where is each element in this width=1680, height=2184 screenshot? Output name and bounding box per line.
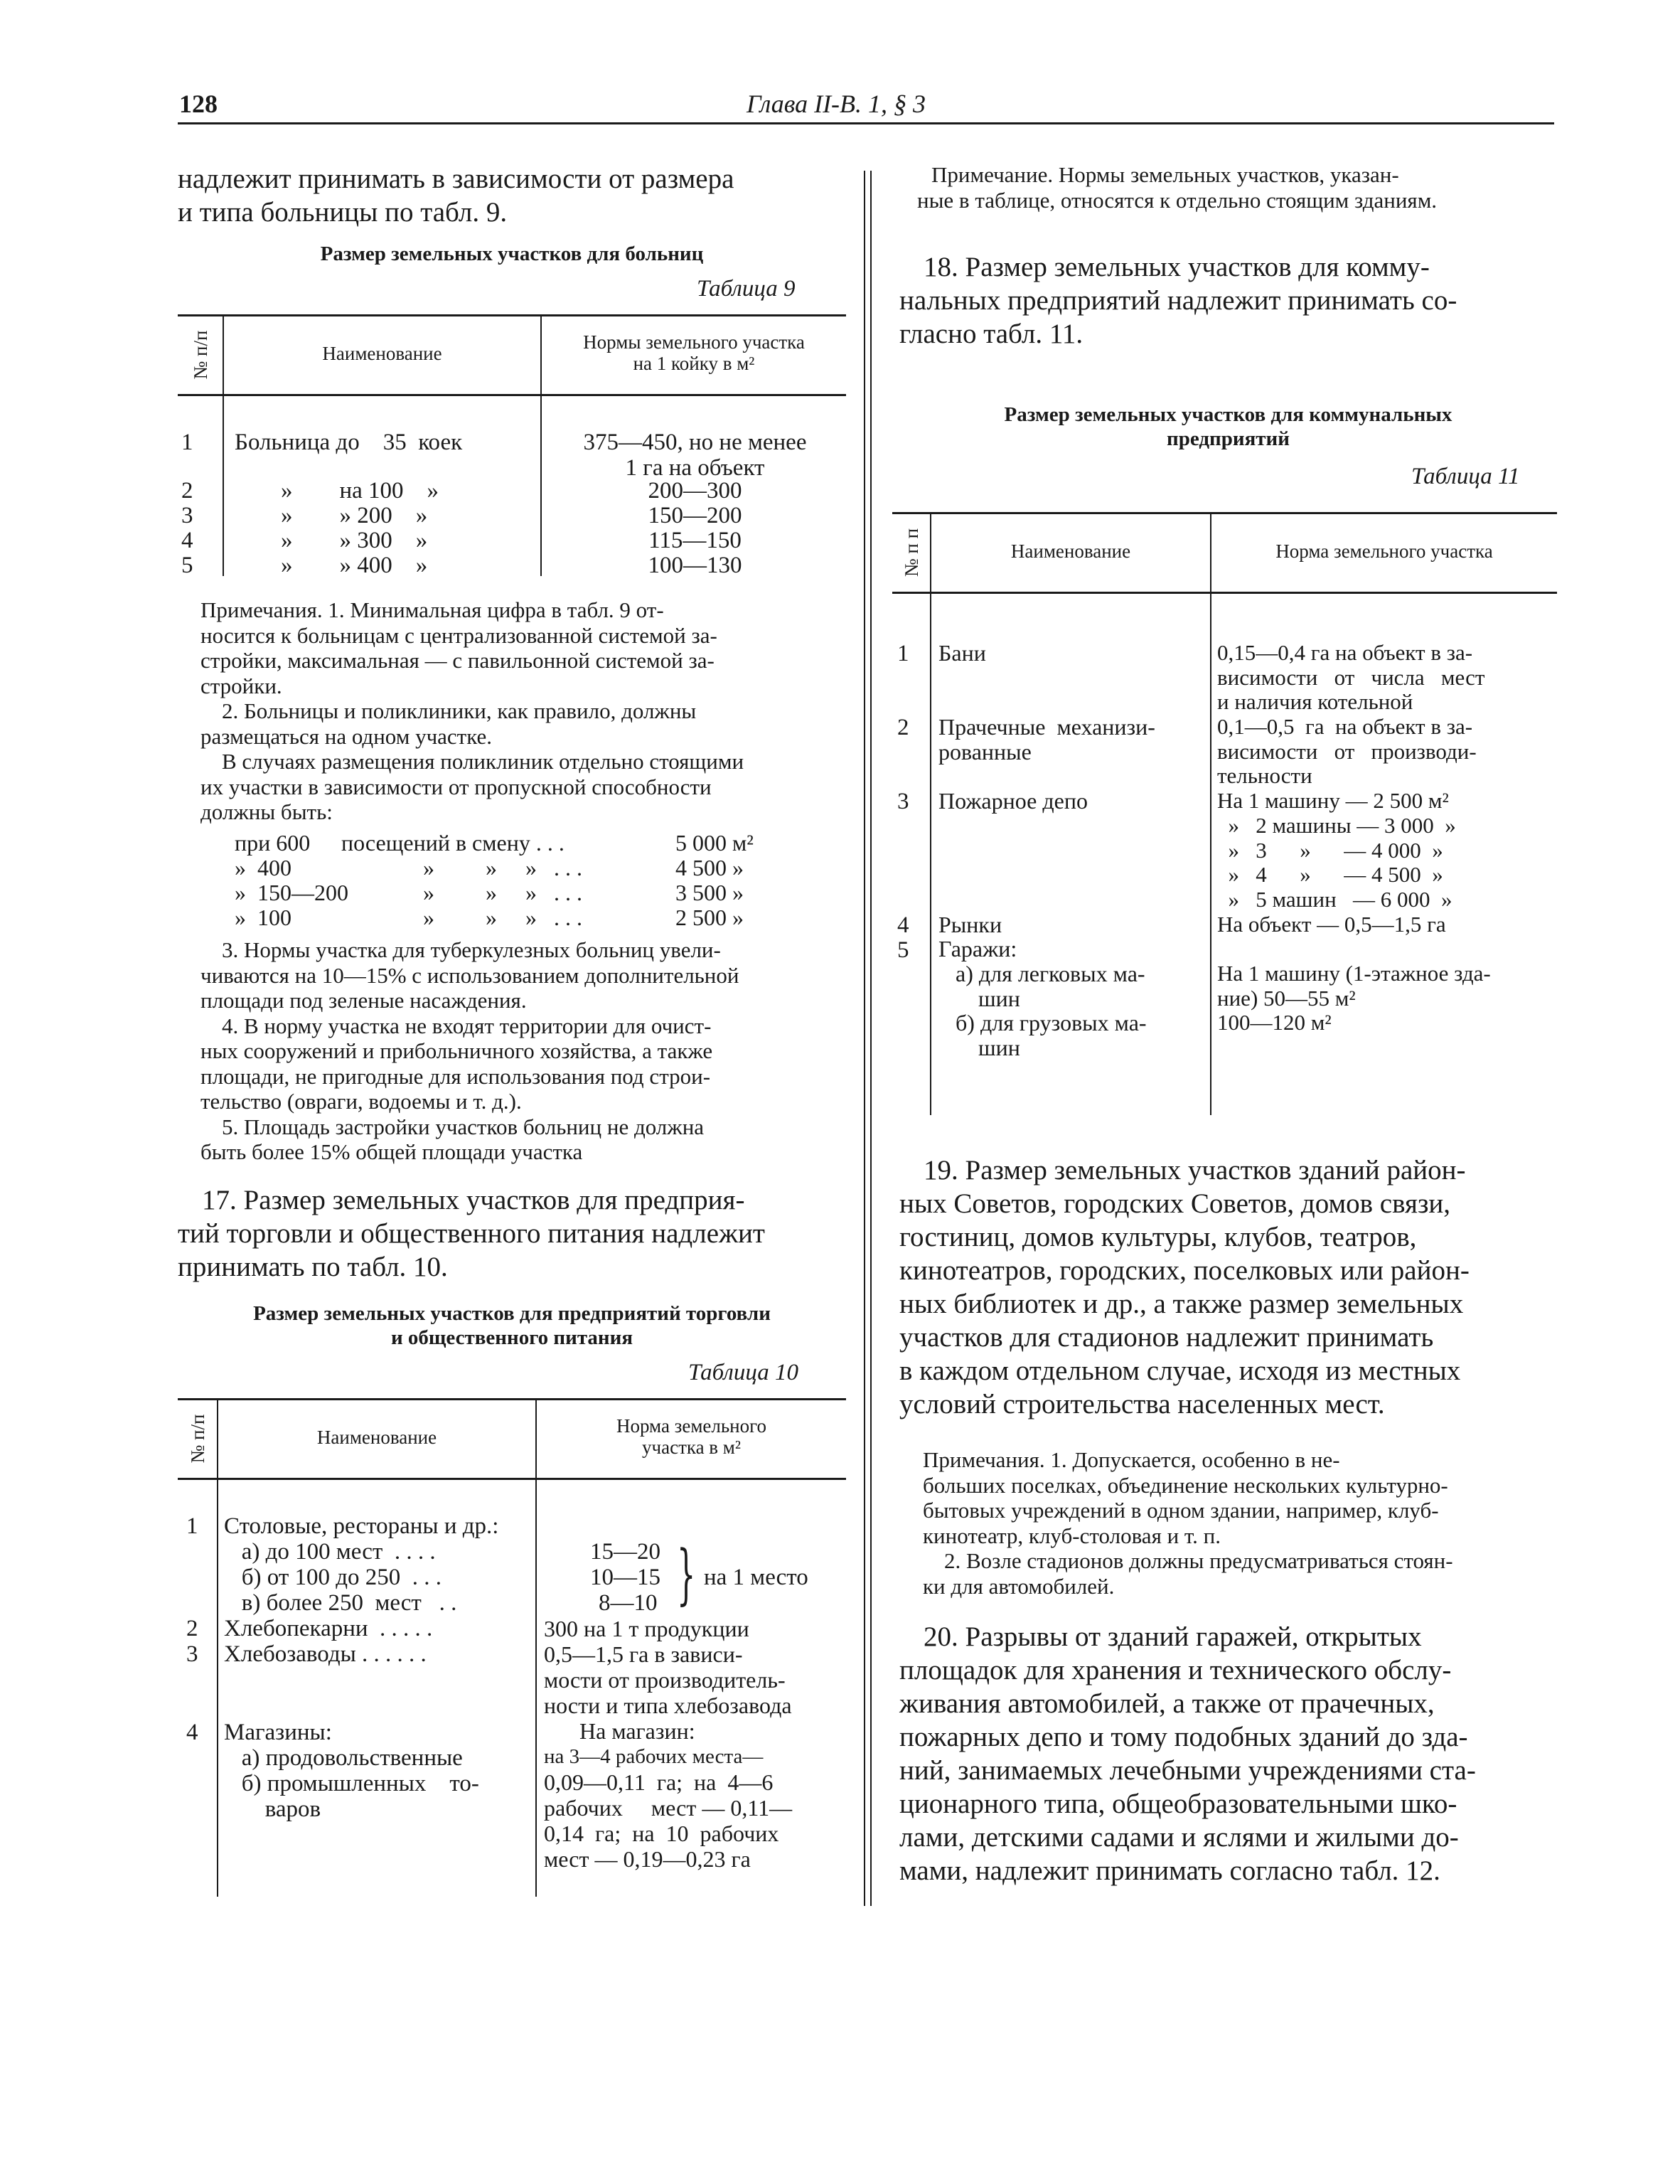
caption-line: Размер земельных участков для предприятий торговли — [253, 1302, 771, 1325]
note-line: бытовых учреждений в одном здании, например, клуб- — [923, 1498, 1439, 1523]
table9-head-rule — [178, 394, 846, 396]
column-rule-left — [864, 171, 865, 1906]
t10-name: а) до 100 мест . . . . — [224, 1539, 436, 1565]
t10-name: Столовые, рестораны и др.: — [224, 1513, 499, 1539]
name-line — [938, 764, 1209, 789]
head-line: участка в м² — [642, 1437, 741, 1458]
brace-value: 10—15 — [590, 1565, 660, 1590]
visits-row — [235, 905, 789, 931]
table9-head-norm — [542, 331, 846, 374]
name-line: Прачечные механизи- — [938, 714, 1155, 740]
right-brace-icon: } — [677, 1536, 696, 1612]
table9-row — [181, 528, 193, 553]
brace-value: 8—10 — [599, 1590, 658, 1616]
visit-b: » » » . . . — [423, 905, 582, 930]
text-line: 20. Разрывы от зданий гаражей, открытых — [924, 1621, 1422, 1652]
t10-norm — [544, 1616, 846, 1872]
note-line: чиваются на 10—15% с использованием дополнительной — [200, 962, 739, 988]
text-line: условий строительства населенных мест. — [899, 1389, 1385, 1419]
norm-line: » 4 » — 4 500 » — [1217, 862, 1443, 888]
caption-line: предприятий — [1167, 427, 1290, 450]
name-line: Пожарное депо — [938, 788, 1088, 814]
norm-line: » 2 машины — 3 000 » — [1217, 812, 1456, 838]
table11-head-rule — [892, 592, 1557, 594]
note-line: площади под зеленые насаждения. — [200, 988, 527, 1013]
visit-c: 2 500 » — [675, 905, 744, 930]
note-line: должны быть: — [200, 799, 333, 824]
note-line: больших поселках, объединение нескольких культурно- — [923, 1472, 1448, 1498]
paragraph-18 — [899, 250, 1557, 351]
column-rule-right — [870, 171, 872, 1906]
table9-row-norm: 100—130 — [648, 553, 742, 578]
note-line: 2. Больницы и поликлиники, как правило, должны — [222, 698, 697, 723]
table9-row — [181, 430, 193, 455]
note-line: Примечание. Нормы земельных участков, указан- — [931, 162, 1399, 187]
t10-name: Хлебопекарни . . . . . — [224, 1616, 433, 1641]
row-num: 3 — [181, 503, 193, 528]
norm-line: висимости от числа мест — [1217, 664, 1485, 690]
text-line: и типа больницы по табл. 9. — [178, 197, 508, 228]
norm-line — [1217, 937, 1557, 962]
name-line: б) для грузовых ма- — [938, 1010, 1147, 1036]
name-line — [938, 863, 1209, 888]
t11-num: 3 — [897, 789, 909, 814]
table9-label: Таблица 9 — [697, 276, 796, 302]
norm-line: На магазин: — [579, 1718, 695, 1744]
table9-row — [181, 553, 193, 578]
name-line: а) для легковых ма- — [938, 960, 1145, 986]
norm-line: 375—450, но не менее — [583, 430, 807, 455]
t10-name: б) от 100 до 250 . . . — [224, 1565, 442, 1590]
t10-name: в) более 250 мест . . — [224, 1590, 457, 1616]
norm-line: 100—120 м² — [1217, 1010, 1332, 1035]
visit-b: » » » . . . — [423, 855, 582, 880]
t11-norm-col — [1217, 641, 1557, 1060]
note-line: 3. Нормы участка для туберкулезных больниц увели- — [222, 937, 721, 962]
name-line: шин — [938, 1035, 1020, 1060]
text-line: ных библиотек и др., а также размер земельных — [899, 1289, 1464, 1319]
visits-row — [235, 831, 789, 856]
name-line: шин — [938, 985, 1020, 1011]
row-num: 2 — [181, 478, 193, 504]
text-line: гласно табл. 11. — [899, 319, 1084, 349]
norm-line: На 1 машину — 2 500 м² — [1217, 788, 1449, 814]
table9-head-num: № п/п — [190, 330, 211, 380]
visit-a: при 600 — [235, 830, 311, 856]
header-rule — [178, 122, 1554, 124]
text-line: ционарного типа, общеобразовательными шко- — [899, 1789, 1457, 1819]
table10-col-rule-1 — [217, 1400, 218, 1897]
table10-head-name: Наименование — [316, 1427, 437, 1448]
norm-line: ние) 50—55 м² — [1217, 985, 1356, 1011]
note-line: стройки, максимальная — с павильонной системой за- — [200, 648, 715, 673]
visit-a: » 150—200 — [235, 880, 348, 905]
norm-line: 0,5—1,5 га в зависи- — [544, 1641, 743, 1667]
name-line: Рынки — [938, 911, 1002, 937]
table9-notes-cont — [200, 623, 846, 699]
head-line: Норма земельного — [616, 1415, 767, 1437]
norm-line: 0,1—0,5 га на объект в за- — [1217, 714, 1473, 740]
row-num: 1 — [181, 430, 193, 455]
norm-line — [1217, 1035, 1557, 1060]
norm-line: 300 на 1 т продукции — [544, 1616, 749, 1641]
t11-num: 1 — [897, 641, 909, 666]
text-line: принимать по табл. 10. — [178, 1252, 448, 1282]
table9-notes-3 — [200, 937, 846, 1165]
norm-line: 0,15—0,4 га на объект в за- — [1217, 640, 1473, 665]
note-line: ные в таблице, относятся к отдельно стоящим зданиям. — [917, 187, 1438, 213]
table9-row-norm: 115—150 — [648, 528, 742, 553]
table9-row-name: » на 100 » — [281, 478, 439, 504]
t10-name: а) продовольственные — [224, 1745, 463, 1771]
norm-line: на 3—4 рабочих места— — [544, 1745, 764, 1768]
t10-num: 4 — [186, 1720, 198, 1745]
norm-line: 0,09—0,11 га; на 4—6 — [544, 1769, 774, 1795]
table9-note-2 — [200, 698, 846, 825]
brace-label: на 1 место — [704, 1565, 808, 1590]
name-line — [938, 814, 1209, 838]
table9-row-norm: 200—300 — [648, 478, 742, 504]
text-line: в каждом отдельном случае, исходя из местных — [899, 1355, 1461, 1386]
text-line: 19. Размер земельных участков зданий район- — [924, 1155, 1466, 1186]
text-line: участков для стадионов надлежит принимать — [899, 1322, 1434, 1353]
text-line: пожарных депо и тому подобных зданий до зда- — [899, 1722, 1468, 1752]
t10-name: б) промышленных то- — [224, 1771, 479, 1796]
t11-name-col — [938, 641, 1209, 1060]
t11-num: 4 — [897, 912, 909, 938]
visit-a: » 400 — [235, 855, 291, 880]
text-line: надлежит принимать в зависимости от размера — [178, 164, 734, 194]
note-line: 4. В норму участка не входят территории для очист- — [222, 1013, 712, 1038]
note-line: Примечания. 1. Минимальная цифра в табл. 9 от- — [200, 597, 664, 622]
table9-row-name: Больница до 35 коек — [235, 430, 463, 455]
name-line — [938, 888, 1209, 912]
text-line: лами, детскими садами и яслями и жилыми до- — [899, 1822, 1459, 1853]
note-line: ных сооружений и прибольничного хозяйства, а также — [200, 1038, 713, 1063]
table10-col-rule-2 — [535, 1400, 537, 1897]
row-num: 5 — [181, 553, 193, 578]
table9-caption: Размер земельных участков для больниц — [320, 243, 704, 265]
t11-num: 2 — [897, 715, 909, 740]
norm-line: 0,14 га; на 10 рабочих — [544, 1821, 779, 1846]
paragraph-20 — [899, 1620, 1557, 1887]
note-line: быть более 15% общей площади участка — [200, 1139, 583, 1164]
visit-c: 4 500 » — [675, 855, 744, 880]
note-line: кинотеатр, клуб-столовая и т. п. — [923, 1523, 1221, 1548]
caption-line: Размер земельных участков для коммунальных — [1004, 403, 1452, 426]
table10-head-rule — [178, 1478, 846, 1480]
visit-c: 3 500 » — [675, 880, 744, 905]
text-line: живания автомобилей, а также от прачечных, — [899, 1688, 1435, 1719]
paragraph-17 — [178, 1183, 846, 1284]
text-line: 17. Размер земельных участков для предприя- — [202, 1185, 745, 1215]
table10-head-num: № п/п — [187, 1414, 208, 1464]
text-line: 18. Размер земельных участков для комму- — [924, 252, 1430, 282]
t10-num: 2 — [186, 1616, 198, 1641]
table9-row-name: » » 400 » — [281, 553, 428, 578]
row-num: 4 — [181, 528, 193, 553]
text-line: тий торговли и общественного питания надлежит — [178, 1218, 765, 1249]
brace-value: 15—20 — [590, 1539, 660, 1565]
note-line: ки для автомобилей. — [923, 1573, 1115, 1599]
visit-c: 5 000 м² — [675, 830, 754, 856]
table11-head-norm: Норма земельного участка — [1275, 540, 1493, 562]
note-line: стройки. — [200, 673, 282, 698]
norm-line: » 5 машин — 6 000 » — [1217, 886, 1452, 912]
name-line — [938, 690, 1209, 715]
note-line: носится к больницам с централизованной системой за- — [200, 622, 717, 648]
norm-line: 1 га на объект — [625, 455, 765, 481]
text-line: ных Советов, городских Советов, домов связи, — [899, 1188, 1450, 1219]
table9-head-name: Наименование — [322, 343, 442, 364]
visit-a: » 100 — [235, 905, 291, 930]
text-line: площадок для хранения и технического обслу- — [899, 1655, 1452, 1685]
table10-top-rule — [178, 1398, 846, 1400]
text-line: мами, надлежит принимать согласно табл. 12. — [899, 1855, 1440, 1886]
norm-line: » 3 » — 4 000 » — [1217, 837, 1443, 863]
name-line: Бани — [938, 640, 986, 666]
t10-name: варов — [224, 1796, 321, 1822]
norm-line: На 1 машину (1-этажное зда- — [1217, 960, 1491, 986]
norm-line: На объект — 0,5—1,5 га — [1217, 911, 1446, 937]
head-line: Нормы земельного участка — [583, 331, 805, 353]
paragraph-19 — [899, 1154, 1557, 1421]
norm-line: рабочих мест — 0,11— — [544, 1795, 793, 1821]
table11-label: Таблица 11 — [1411, 464, 1520, 489]
norm-line: мости от производитель- — [544, 1667, 786, 1693]
table9-row-name: » » 200 » — [281, 503, 428, 528]
table9-top-rule — [178, 314, 846, 316]
text-line: ний, занимаемых лечебными учреждениями ста- — [899, 1755, 1476, 1786]
name-line: Гаражи: — [938, 936, 1017, 962]
running-title: Глава II-В. 1, § 3 — [747, 90, 926, 118]
t10-num: 1 — [186, 1513, 198, 1539]
note-line: тельство (овраги, водоемы и т. д.). — [200, 1089, 522, 1114]
page-number: 128 — [179, 90, 218, 118]
text-line: гостиниц, домов культуры, клубов, театров, — [899, 1222, 1417, 1252]
norm-line: ности и типа хлебозавода — [544, 1693, 792, 1718]
t10-num: 3 — [186, 1641, 198, 1667]
visit-b: » » » . . . — [423, 880, 582, 905]
table9-row — [181, 503, 193, 528]
name-line: рованные — [938, 738, 1032, 765]
table10-caption — [178, 1301, 846, 1350]
t11-num: 5 — [897, 937, 909, 963]
t10-name: Магазины: — [224, 1720, 332, 1745]
table10-label: Таблица 10 — [688, 1360, 798, 1385]
name-line — [938, 838, 1209, 863]
table10-head-norm — [537, 1415, 846, 1458]
note-line: размещаться на одном участке. — [200, 723, 493, 749]
table-note-top — [917, 162, 1557, 213]
table9-row-name: » » 300 » — [281, 528, 428, 553]
t10-name: Хлебозаводы . . . . . . — [224, 1641, 427, 1667]
visits-row — [235, 856, 789, 881]
norm-line: тельности — [1217, 763, 1312, 789]
norm-line: висимости от производи- — [1217, 738, 1477, 764]
table11-head-name: Наименование — [1010, 540, 1131, 562]
text-line: кинотеатров, городских, поселковых или район- — [899, 1255, 1470, 1286]
intro-paragraph — [178, 162, 846, 229]
note-line: 5. Площадь застройки участков больниц не должна — [222, 1114, 705, 1139]
table9-row-norm — [544, 430, 846, 481]
head-line: на 1 койку в м² — [633, 353, 755, 374]
table11-col-rule-1 — [930, 514, 931, 1115]
notes-19 — [923, 1447, 1557, 1599]
name-line — [938, 666, 1209, 691]
note-line: их участки в зависимости от пропускной способности — [200, 774, 712, 799]
note-line: Примечания. 1. Допускается, особенно в не- — [923, 1447, 1340, 1472]
table9-row-norm: 150—200 — [648, 503, 742, 528]
caption-line: и общественного питания — [390, 1326, 633, 1349]
table9-row — [181, 478, 193, 504]
note-line: площади, не пригодные для использования под строи- — [200, 1063, 711, 1089]
table11-col-rule-2 — [1210, 514, 1211, 1115]
norm-line: и наличия котельной — [1217, 689, 1413, 715]
note-line: В случаях размещения поликлиник отдельно стоящими — [222, 749, 744, 774]
table11-top-rule — [892, 512, 1557, 514]
note-line: 2. Возле стадионов должны предусматриваться стоян- — [944, 1548, 1453, 1573]
norm-line: мест — 0,19—0,23 га — [544, 1846, 751, 1872]
visit-b: посещений в смену . . . — [341, 830, 565, 856]
table9-notes — [200, 597, 846, 623]
text-line: нальных предприятий надлежит принимать со- — [899, 285, 1457, 316]
visits-row — [235, 880, 789, 906]
table11-caption — [899, 403, 1557, 451]
table11-head-num: № п п — [901, 528, 922, 577]
